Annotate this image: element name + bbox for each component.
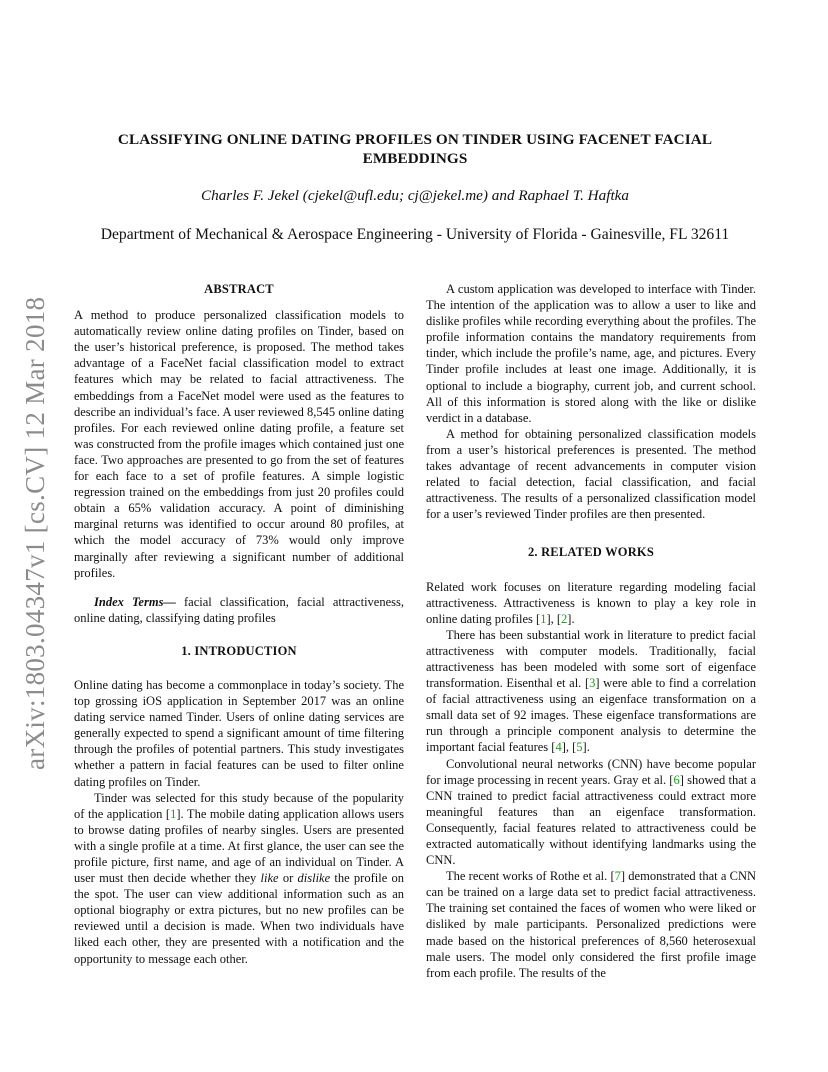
- citation-link[interactable]: 7: [614, 869, 621, 884]
- related-works-paragraph-1: [426, 579, 756, 627]
- text-run: Convolutional neural networks (CNN) have become popular for image processing in recent years. Gray et al. [: [426, 756, 756, 787]
- citation-link[interactable]: 5: [576, 740, 583, 755]
- index-terms: [74, 594, 404, 626]
- text-run: Related work focuses on literature regarding modeling facial attractiveness. Attractiveness is known to play a key role in online dating profiles [: [426, 579, 756, 626]
- citation-link[interactable]: 2: [561, 611, 568, 626]
- introduction-paragraph-2: [74, 790, 404, 967]
- text-run: ], [: [561, 740, 577, 755]
- citation-link[interactable]: 6: [673, 772, 680, 787]
- right-column: [426, 281, 756, 981]
- text-run: There has been substantial work in literature to predict facial attractiveness with computer models. Traditionally, facial attractiveness has been modeled with some sort of eigenface transformation. Eisenthal et al. [: [426, 627, 756, 691]
- citation-link[interactable]: 1: [170, 806, 177, 821]
- text-run: the profile on the spot. The user can view additional information such as an optional biography or extra pictures, but no new profiles can be reviewed until a decision is made. When two individuals have liked each other, they are presented with a notification and the opportunity to message each other.: [74, 871, 404, 966]
- text-run: ]. The mobile dating application allows users to browse dating profiles of nearby singles. Users are presented with a single profile at a time. At first glance, the user can see the profile picture, first name, and age of an individual on Tinder. A user must then decide whether they: [74, 806, 404, 886]
- text-run: ].: [567, 611, 575, 626]
- related-works-paragraph-4: [426, 868, 756, 981]
- text-run: or: [278, 871, 298, 886]
- index-terms-text: facial classification, facial attractiveness, online dating, classifying dating profiles: [74, 594, 404, 625]
- related-works-paragraph-3: [426, 756, 756, 869]
- related-works-paragraph-2: [426, 627, 756, 756]
- arxiv-identifier: arXiv:1803.04347v1 [cs.CV] 12 Mar 2018: [20, 296, 50, 770]
- text-run: Tinder was selected for this study because of the popularity of the application [: [74, 790, 404, 821]
- paper-affiliation: Department of Mechanical & Aerospace Engineering - University of Florida - Gainesville, FL 32611: [100, 226, 730, 243]
- text-run: The recent works of Rothe et al. [: [446, 869, 615, 884]
- citation-link[interactable]: 1: [540, 611, 547, 626]
- abstract-heading: ABSTRACT: [204, 282, 274, 296]
- paper-title: CLASSIFYING ONLINE DATING PROFILES ON TINDER USING FACENET FACIAL EMBEDDINGS: [117, 131, 713, 167]
- introduction-heading: 1. INTRODUCTION: [181, 643, 297, 658]
- abstract-text: A method to produce personalized classification models to automatically review online dating profiles on Tinder, based on the user’s historical preference, is proposed. The method takes advantage of a FaceNet facial classification model to extract features which may be related to facial attractiveness. The embeddings from a FaceNet model were used as the features to describe an individual’s face. A user reviewed 8,545 online dating profiles. For each reviewed online dating profile, a feature set was constructed from the profile images which contained just one face. Two approaches are presented to go from the set of features for each face to a set of profile features. A simple logistic regression trained on the embeddings from just 20 profiles could obtain a 65% validation accuracy. A point of diminishing marginal returns was identified to occur around 80 profiles, at which the model accuracy of 73% would only improve marginally after reviewing a significant number of additional profiles.: [74, 308, 404, 580]
- text-run: ], [: [546, 611, 562, 626]
- text-run: ] demonstrated that a CNN can be trained on a large data set to predict facial attractiveness. The training set contained the faces of women who were liked or disliked by male participants. Personalized predictions were made based on the historical preferences of 8,560 heterosexual male users. The model only considered the first profile image from each profile. The results of the: [426, 869, 756, 980]
- index-terms-label: Index Terms—: [94, 594, 176, 609]
- introduction-paragraph-1: Online dating has become a commonplace in today’s society. The top grossing iOS application in September 2017 was an online dating service named Tinder. Users of online dating services are generally expected to spend a significant amount of time filtering through the profiles of potential partners. This study investigates whether a pattern in facial features can be used to filter online dating profiles on Tinder.: [74, 677, 404, 789]
- intro-continued-paragraph-1: A custom application was developed to interface with Tinder. The intention of the application was to allow a user to like and dislike profiles while recording everything about the profiles. The profile information contains the mandatory requirements from tinder, which include the profile’s name, age, and pictures. Every Tinder profile includes at least one image. Additionally, it is optional to include a biography, current job, and current school. All of this information is stored along with the like or dislike verdict in a database.: [426, 282, 756, 425]
- intro-continued-paragraph-2: A method for obtaining personalized classification models from a user’s historical preferences is presented. The method takes advantage of recent advancements in computer vision related to facial detection, facial classification, and facial attractiveness. The results of a personalized classification model for a user’s reviewed Tinder profiles are then presented.: [426, 426, 756, 522]
- related-works-heading: 2. RELATED WORKS: [527, 545, 655, 560]
- emphasis-dislike: dislike: [297, 871, 331, 886]
- text-run: ] showed that a CNN trained to predict facial attractiveness could extract more meaningful features than an eigenface transformation. Consequently, facial features related to attractiveness could be extracted automatically without identifying landmarks using the CNN.: [426, 772, 756, 868]
- left-column: [74, 281, 404, 967]
- citation-link[interactable]: 3: [589, 676, 596, 691]
- citation-link[interactable]: 4: [555, 740, 562, 755]
- text-run: ].: [582, 740, 590, 755]
- emphasis-like: like: [260, 871, 279, 886]
- paper-authors: Charles F. Jekel (cjekel@ufl.edu; cj@jekel.me) and Raphael T. Haftka: [200, 187, 630, 204]
- text-run: ] were able to find a correlation of facial attractiveness using an eigenface transformation on a small data set of 92 images. These eigenface transformations are run through a principle component analysis to determine the important facial features [: [426, 676, 757, 755]
